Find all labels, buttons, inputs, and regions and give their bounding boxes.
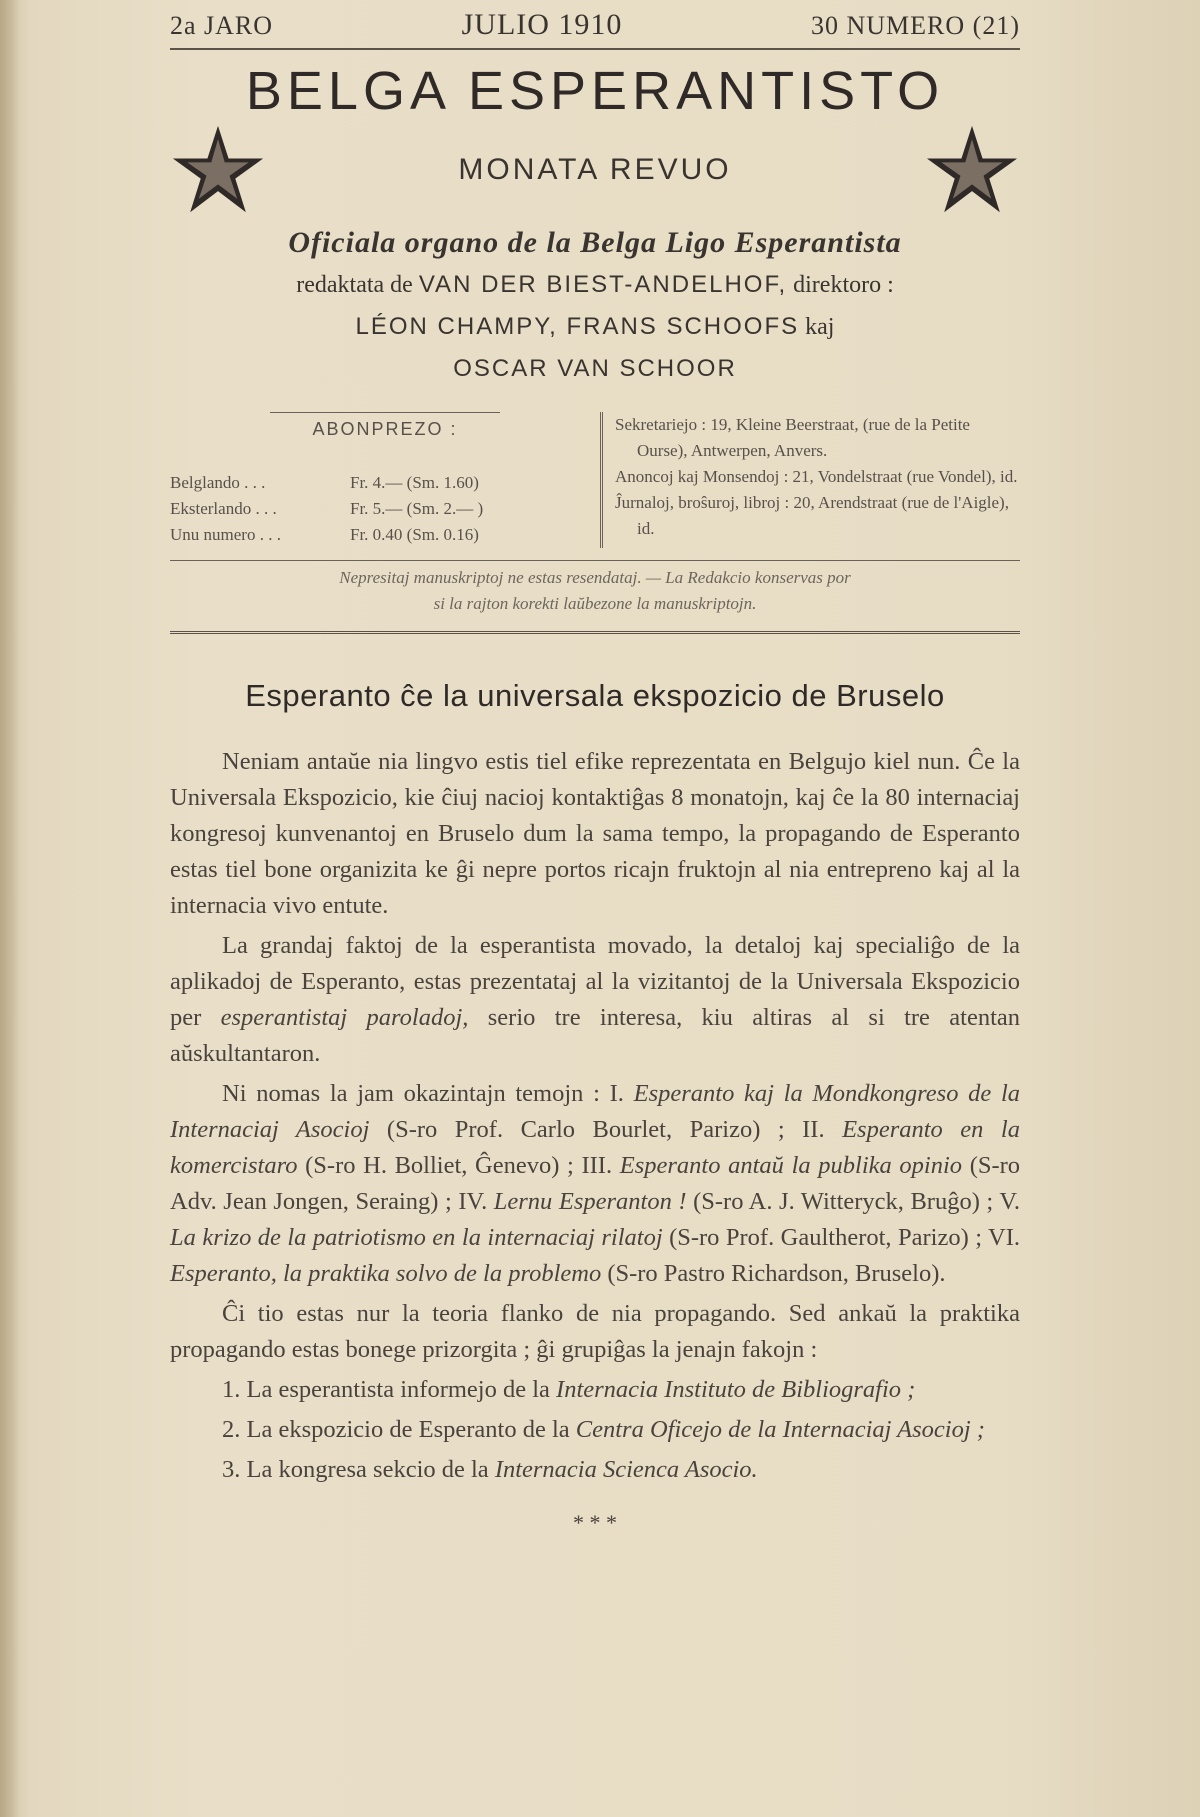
masthead-subrow (170, 122, 1020, 218)
article-title: Esperanto ĉe la universala ekspozicio de Bruselo (245, 678, 945, 713)
list-item (170, 1412, 1020, 1448)
italic-run: Lernu Esperanton ! (493, 1188, 687, 1215)
year-label: 2a JARO (170, 11, 274, 40)
editors-line-3 (170, 348, 1020, 390)
masthead-subtitle: MONATA REVUO (458, 153, 732, 186)
manuscript-notice (170, 560, 1020, 617)
address-ads: Anoncoj kaj Monsendoj : 21, Vondelstraat (rue Vondel), id. (615, 467, 1018, 486)
italic-run: Esperanto, la praktika solvo de la problemo (170, 1260, 602, 1287)
number-label: 30 NUMERO (21) (810, 11, 1020, 40)
editors-line-1 (170, 264, 1020, 306)
header-rule (170, 48, 1020, 50)
editors-block (170, 264, 1020, 390)
price-label: Unu numero . . . (170, 525, 281, 544)
text-run: Ni nomas la jam okazintajn temojn : I. (222, 1080, 624, 1107)
masthead-title: BELGA ESPERANTISTO (245, 61, 945, 121)
subscription-prices (170, 412, 603, 548)
price-value: Fr. 5.— (Sm. 2.— ) (350, 499, 484, 518)
italic-run: Internacia Instituto de Bibliografio ; (556, 1376, 916, 1403)
editor-last: OSCAR VAN SCHOOR (453, 355, 737, 382)
address-press: Ĵurnaloj, broŝuroj, libroj : 20, Arendstraat (rue de l'Aigle), id. (615, 493, 1009, 538)
text-run: (S-ro Prof. Carlo Bourlet, Parizo) ; II. (386, 1116, 825, 1143)
italic-run: Esperanto antaŭ la publika opinio (619, 1152, 963, 1179)
price-row (170, 496, 590, 522)
text-run: (S-ro Prof. Gaultherot, Parizo) ; VI. (669, 1224, 1020, 1251)
text-run: serio tre interesa, kiu altiras al si tre atentan aŭskultantaron. (170, 1004, 1020, 1067)
italic-run: Esperanto en la komercistaro (170, 1116, 1020, 1179)
binding-shadow (0, 0, 20, 1817)
text-run: 2. La ekspozicio de Esperanto de la (222, 1416, 570, 1443)
info-box (170, 412, 1020, 548)
date-label: JULIO 1910 (461, 8, 623, 41)
addresses (603, 412, 1020, 548)
price-label: Eksterlando . . . (170, 499, 277, 518)
editor-names: LÉON CHAMPY, FRANS SCHOOFS (355, 313, 800, 340)
text-run: (S-ro A. J. Witteryck, Bruĝo) ; V. (693, 1188, 1021, 1215)
text-run: 1. La esperantista informejo de la (222, 1376, 550, 1403)
running-header (170, 0, 1020, 42)
content (170, 0, 1020, 1536)
notice-line-2: si la rajton korekti laŭbezone la manuskriptojn. (433, 594, 757, 613)
footer-ornament: * * * (573, 1510, 617, 1535)
editors-line-2 (170, 306, 1020, 348)
notice-line-1: Nepresitaj manuskriptoj ne estas resendataj. — La Redakcio konservas por (339, 568, 851, 587)
address-secretariat: Sekretariejo : 19, Kleine Beerstraat, (rue de la Petite Ourse), Antwerpen, Anvers. (615, 415, 970, 460)
paragraph (170, 1076, 1020, 1292)
left-star-icon (170, 122, 266, 218)
italic-run: esperantistaj paroladoj, (220, 1004, 469, 1031)
list-item (170, 1372, 1020, 1408)
masthead-bottom-rule (170, 631, 1020, 634)
text-run: 3. La kongresa sekcio de la (222, 1456, 489, 1483)
right-star-icon (924, 122, 1020, 218)
italic-run: Esperanto kaj la Mondkongreso de la Internaciaj Asocioj (170, 1080, 1021, 1143)
subscription-heading: ABONPREZO : (270, 412, 500, 470)
article-body (170, 744, 1020, 1488)
text-run: (S-ro Pastro Richardson, Bruselo). (607, 1260, 946, 1287)
paragraph: Neniam antaŭe nia lingvo estis tiel efike reprezentata en Belgujo kiel nun. Ĉe la Universala Ekspozicio, kie ĉiuj nacioj kontaktiĝas 8 monatojn, kaj ĉe la 80 internaciaj kongresoj kunvenantoj en Bruselo dum la sama tempo, la propagando de Esperanto estas tiel bone organizita ke ĝi nepre portos ricajn fruktojn al nia entrepreno kaj al la internacia vivo entute. (170, 748, 1020, 919)
paragraph (170, 928, 1020, 1072)
editors-role: direktoro : (793, 272, 894, 298)
paragraph: Ĉi tio estas nur la teoria flanko de nia propagando. Sed ankaŭ la praktika propagando estas bonege prizorgita ; ĝi grupiĝas la jenajn fakojn : (170, 1300, 1020, 1363)
price-label: Belglando . . . (170, 473, 266, 492)
editors-and: kaj (805, 314, 835, 340)
price-row (170, 522, 590, 548)
price-value: Fr. 0.40 (Sm. 0.16) (350, 525, 479, 544)
text-run: La grandaj faktoj de la esperantista movado, la detaloj kaj specialiĝo de la aplikadoj de Esperanto, estas prezentataj al la vizitantoj de la Universala Ekspozicio per (170, 932, 1020, 1031)
text-run: (S-ro Adv. Jean Jongen, Seraing) ; IV. (170, 1152, 1021, 1215)
editor-director: VAN DER BIEST-ANDELHOF, (418, 271, 788, 298)
price-value: Fr. 4.— (Sm. 1.60) (350, 473, 479, 492)
official-organ-line: Oficiala organo de la Belga Ligo Esperantista (288, 226, 902, 259)
italic-run: La krizo de la patriotismo en la internaciaj rilatoj (170, 1224, 663, 1251)
text-run: (S-ro H. Bolliet, Ĝenevo) ; III. (305, 1152, 613, 1179)
list-item (170, 1452, 1020, 1488)
italic-run: Internacia Scienca Asocio. (494, 1456, 758, 1483)
italic-run: Centra Oficejo de la Internaciaj Asocioj ; (575, 1416, 985, 1443)
editors-prefix: redaktata de (296, 272, 413, 298)
price-row (170, 470, 590, 496)
